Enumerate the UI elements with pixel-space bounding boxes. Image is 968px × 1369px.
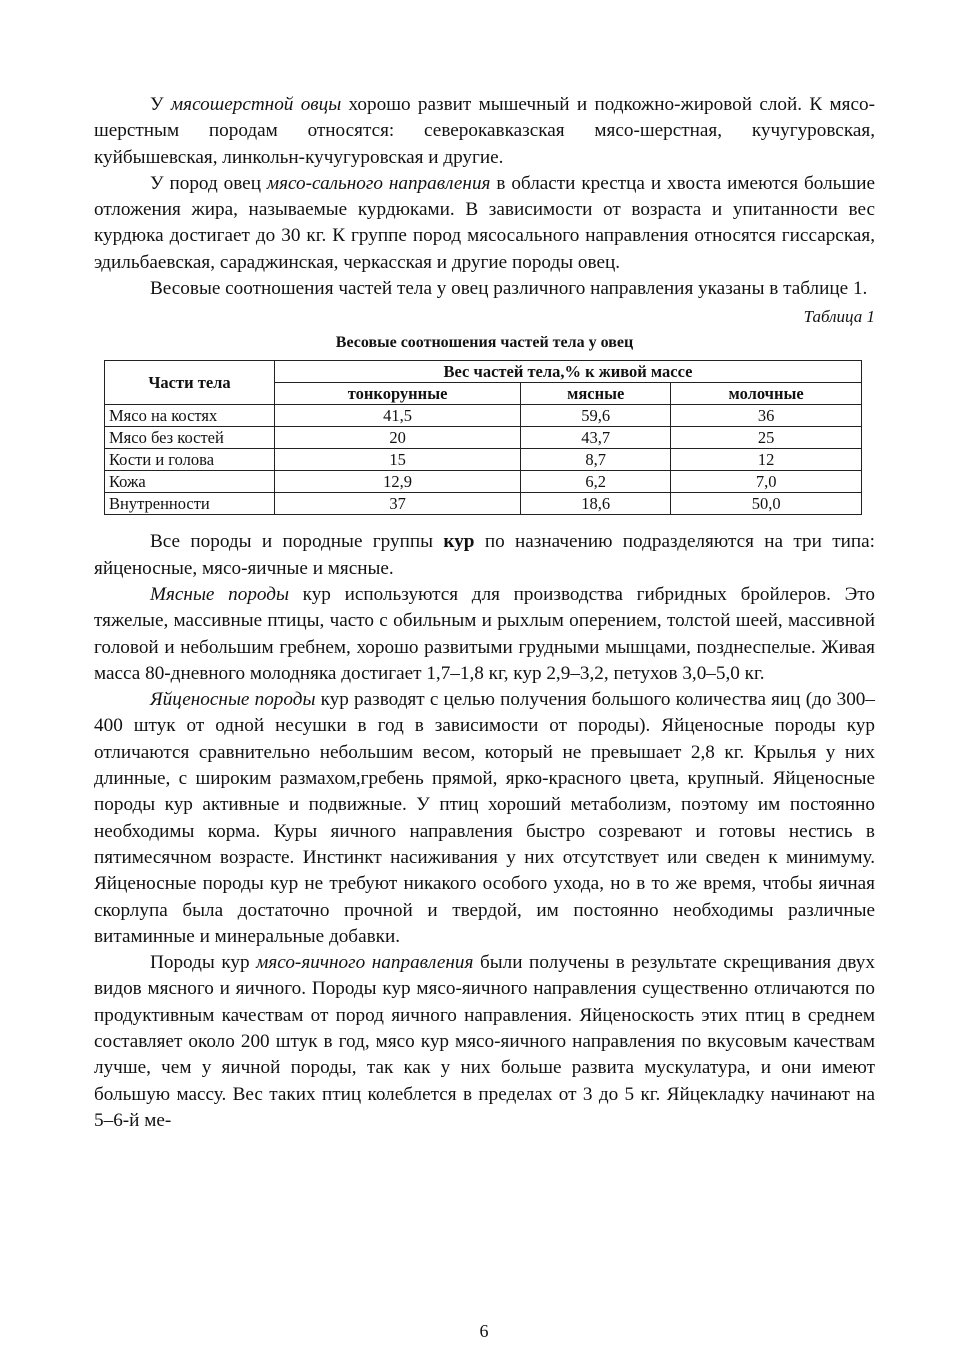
italic-term: мясо-сального направления xyxy=(266,172,491,194)
cell-value: 36 xyxy=(671,405,862,427)
text-run: кур разводят с целью получения большого количества яиц (до 300–400 штук от одной несушки в год в зависимости от породы). Яйценосные породы кур отличаются сравнительно небольшим весом, который не превышает 2,8 кг. Крылья у них длинные, с широким размахом,гребень прямой, ярко-красного цвета, крупный. Яйценосные породы кур активные и подвижные. У птиц хороший метаболизм, поэтому им постоянно необходимы корма. Куры яичного направления быстро созревают и готовы нестись в пятимесячном возрасте. Инстинкт насиживания у них отсутствует или сведен к минимуму. Яйценосные породы кур не требуют никакого особого ухода, но в то же время, чтобы яичная скорлупа была достаточно прочной и твердой, им постоянно необходимы различные витаминные и минеральные добавки. xyxy=(94,689,875,947)
cell-value: 25 xyxy=(671,427,862,449)
table-row xyxy=(105,427,862,449)
table-caption: Таблица 1 xyxy=(803,307,875,327)
cell-value: 12,9 xyxy=(275,471,521,493)
row-label: Мясо на костях xyxy=(105,405,275,427)
cell-value: 59,6 xyxy=(521,405,671,427)
italic-term: Мясные породы xyxy=(150,583,289,605)
text-run: в области крестца и хвоста имеются большие отложения жира, называемые курдюками. В зависимости от возраста и упитанности вес курдюка достигает до 30 кг. К группе пород мясосального направления относятся гиссарская, эдильбаевская, сараджинская, черкасская и другие породы овец. xyxy=(94,172,875,273)
text-run: хорошо развит мышечный и подкожно-жировой слой. К мясо-шерстным породам относятся: северокавказская мясо-шерстная, кучугуровская, куйбышевская, линкольн-кучугуровская и другие. xyxy=(94,94,876,168)
row-label: Кости и голова xyxy=(105,449,275,471)
page-number: 6 xyxy=(479,1321,489,1341)
table-row xyxy=(105,493,862,515)
paragraph-egg-breeds xyxy=(94,687,875,950)
table-row xyxy=(105,405,862,427)
document-page xyxy=(94,92,875,1134)
cell-value: 15 xyxy=(275,449,521,471)
paragraph-table-reference xyxy=(94,276,875,302)
row-label: Мясо без костей xyxy=(105,427,275,449)
cell-value: 7,0 xyxy=(671,471,862,493)
table-row xyxy=(105,471,862,493)
italic-term: мясо-яичного направления xyxy=(256,952,474,974)
column-header-meat: мясные xyxy=(521,383,671,405)
text-run: по назначению подразделяются на три типа: яйценосные, мясо-яичные и мясные. xyxy=(94,531,876,579)
sheep-body-parts-table xyxy=(104,360,862,515)
table-title: Весовые соотношения частей тела у овец xyxy=(335,334,634,352)
cell-value: 18,6 xyxy=(521,493,671,515)
paragraph-meat-wool-sheep xyxy=(94,92,875,171)
text-run: Весовые соотношения частей тела у овец различного направления указаны в таблице 1. xyxy=(150,278,868,300)
intro-paragraphs xyxy=(94,92,875,302)
text-run: У пород овец xyxy=(150,172,267,194)
cell-value: 50,0 xyxy=(671,493,862,515)
cell-value: 6,2 xyxy=(521,471,671,493)
row-label: Кожа xyxy=(105,471,275,493)
cell-value: 12 xyxy=(671,449,862,471)
cell-value: 41,5 xyxy=(275,405,521,427)
table-row xyxy=(105,449,862,471)
paragraph-meat-egg-breeds xyxy=(94,950,875,1134)
italic-term: Яйценосные породы xyxy=(150,689,316,711)
paragraph-meat-fat-sheep xyxy=(94,171,875,276)
column-header-dairy: молочные xyxy=(671,383,862,405)
paragraph-meat-breeds xyxy=(94,582,875,687)
text-run: У xyxy=(150,94,171,115)
column-header-fine-wool: тонкорунные xyxy=(275,383,521,405)
text-run: кур используются для производства гибридных бройлеров. Это тяжелые, массивные птицы, часто с обильным и рыхлым оперением, толстой шеей, массивной головой и небольшим гребнем, хорошо развитыми грудными мышцами, позднеспелые. Живая масса 80-дневного молодняка достигает 1,7–1,8 кг, кур 2,9–3,2, петухов 3,0–5,0 кг. xyxy=(94,583,875,684)
row-label: Внутренности xyxy=(105,493,275,515)
cell-value: 8,7 xyxy=(521,449,671,471)
italic-term: мясошерстной овцы xyxy=(170,94,342,115)
table-group-header: Вес частей тела,% к живой массе xyxy=(275,361,862,383)
cell-value: 37 xyxy=(275,493,521,515)
table-row-header: Части тела xyxy=(105,361,275,405)
paragraph-poultry-types xyxy=(94,529,875,582)
poultry-paragraphs xyxy=(94,529,875,1134)
text-run: были получены в результате скрещивания двух видов мясного и яичного. Породы кур мясо-яичного направления существенно отличаются по продуктивным качествам от пород яичного направления. Яйценоскость этих птиц в среднем составляет около 200 штук в год, мясо кур мясо-яичного направления по вкусовым качествам лучше, чем у яичной породы, так как у них больше развита мускулатура, и они имеют большую массу. Вес таких птиц колеблется в пределах от 3 до 5 кг. Яйцекладку начинают на 5–6-й ме- xyxy=(94,952,875,1131)
text-run: Породы кур xyxy=(150,952,257,974)
cell-value: 20 xyxy=(275,427,521,449)
text-run: Все породы и породные группы xyxy=(150,531,444,553)
bold-term: кур xyxy=(443,531,475,553)
cell-value: 43,7 xyxy=(521,427,671,449)
